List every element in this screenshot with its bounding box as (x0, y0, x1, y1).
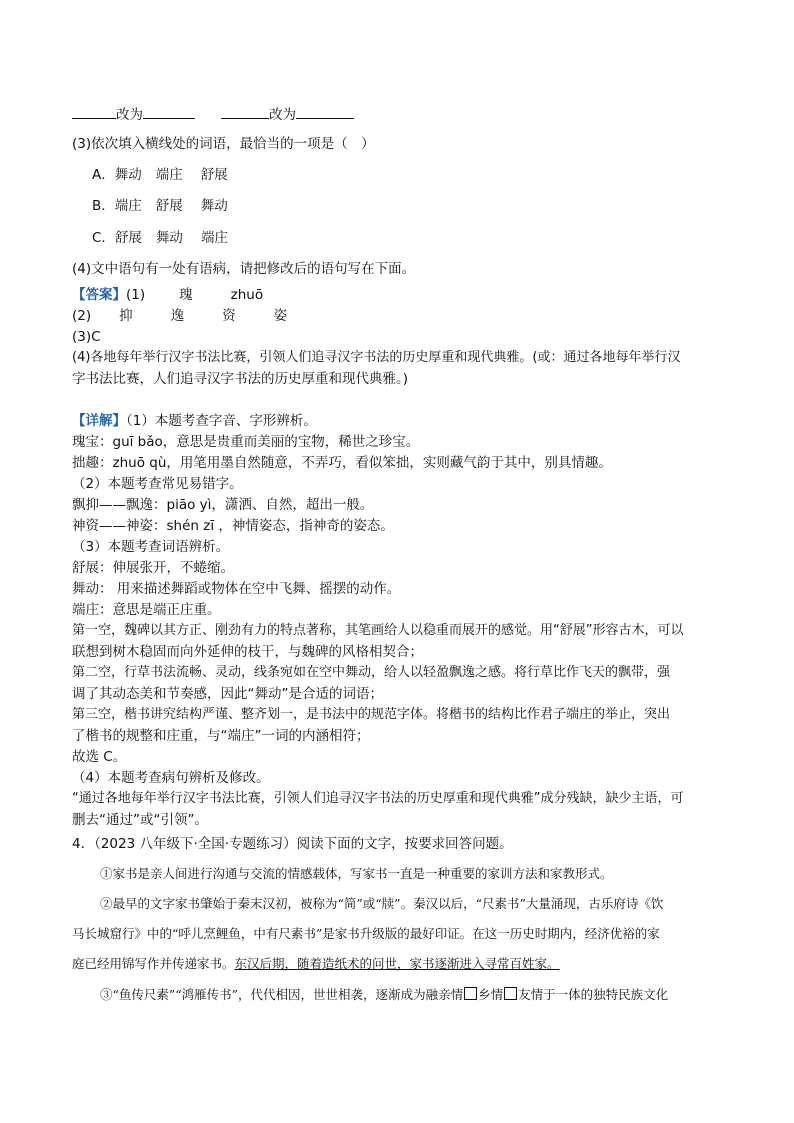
passage-text: 乡情 (478, 987, 504, 1002)
option-word: 端庄 (200, 230, 228, 246)
option-word: 舞动 (114, 167, 142, 183)
q3-option-c (92, 228, 752, 248)
detail-line: 飘抑——飘逸：piāo yì，潇洒、自然，超出一般。 (72, 497, 374, 513)
option-word: 舒展 (155, 198, 183, 214)
detail-line (72, 411, 732, 431)
passage-text: 庭已经用锦写作并传递家书。 (72, 956, 235, 971)
question-4-heading: 4．（2023 八年级下·全国·专题练习）阅读下面的文字，按要求回答问题。 (72, 836, 513, 852)
option-word: 舞动 (155, 230, 183, 246)
detail-line: 删去“通过”或“引领”。 (72, 812, 208, 828)
answer-line-1 (72, 285, 732, 305)
detail-tag: 【详解】 (72, 413, 126, 429)
passage-text: 友情于一体的独特民族文化 (518, 987, 669, 1002)
detail-line: 第二空，行草书法流畅、灵动，线条宛如在空中舞动，给人以轻盈飘逸之感。将行草比作飞天的飘带，强 (72, 665, 671, 680)
answer-line-4a: (4)各地每年举行汉字书法比赛，引领人们追寻汉字书法的历史厚重和现代典雅。(或：通过各地每年举行汉 (72, 350, 681, 365)
detail-line: 拙趣：zhuō qù，用笔用墨自然随意，不弄巧，看似笨拙，实则藏气韵于其中，别具情趣。 (72, 455, 612, 471)
option-letter: C． (92, 230, 115, 246)
answer-label: (1) (126, 287, 146, 303)
q3-stem: (3)依次填入横线处的词语，最恰当的一项是（ ） (72, 136, 375, 152)
option-word: 舒展 (114, 230, 142, 246)
answer-line-3: (3)C (72, 329, 101, 345)
detail-line: 第三空，楷书讲究结构严谨、整齐划一，是书法中的规范字体。将楷书的结构比作君子端庄的举止，突出 (72, 707, 671, 722)
answer-blank (296, 104, 354, 119)
answer-blank (72, 104, 116, 119)
q4-stem: (4)文中语句有一处有语病，请把修改后的语句写在下面。 (72, 261, 416, 277)
answer-char: 资 (222, 308, 236, 324)
detail-line: （4）本题考查病句辨析及修改。 (72, 770, 270, 786)
answer-label: (2) (72, 308, 92, 324)
option-word: 端庄 (155, 167, 183, 183)
change-to-text-2: 改为 (269, 107, 296, 123)
detail-line: 舞动： 用来描述舞蹈或物体在空中飞舞、摇摆的动作。 (72, 581, 401, 597)
passage-paragraph-3 (100, 985, 730, 1005)
passage-paragraph-2-line-1: ②最早的文字家书肇始于秦末汉初，被称为“简”或“牍”。秦汉以后，“尺素书”大量涌现，古乐府诗《饮 (100, 896, 664, 911)
passage-paragraph-2-line-2: 马长城窟行》中的“呼儿烹鲤鱼，中有尺素书”是家书升级版的最好印证。在这一历史时期内，经济优裕的家 (72, 926, 660, 941)
passage-paragraph-1: ①家书是亲人间进行沟通与交流的情感载体，写家书一直是一种重要的家训方法和家教形式。 (100, 866, 613, 881)
answer-pinyin: zhuō (230, 287, 264, 303)
detail-line: 了楷书的规整和庄重，与“端庄”一词的内涵相符； (72, 728, 370, 744)
option-word: 舞动 (200, 198, 228, 214)
detail-line: 调了其动态美和节奏感，因此“舞动”是合适的词语； (72, 686, 383, 702)
q3-option-a (92, 165, 752, 185)
detail-line: 端庄：意思是端正庄重。 (72, 602, 221, 618)
option-word: 端庄 (114, 198, 142, 214)
passage-text: ③“鱼传尺素”“鸿雁传书”，代代相因，世世相袭，逐渐成为融亲情 (100, 987, 464, 1002)
answer-char: 逸 (170, 308, 185, 324)
answer-char: 姿 (273, 308, 288, 324)
blank-fill-line (72, 104, 732, 125)
passage-paragraph-2-line-3 (72, 954, 732, 974)
detail-line: 瑰宝：guī bǎo，意思是贵重而美丽的宝物，稀世之珍宝。 (72, 434, 420, 450)
answer-blank (221, 104, 269, 119)
option-letter: A． (92, 167, 115, 183)
detail-line: 故选 C。 (72, 749, 127, 765)
punctuation-box (464, 987, 477, 1000)
answer-line-4b: 字书法比赛，人们追寻汉字书法的历史厚重和现代典雅。) (72, 371, 409, 387)
q3-option-b (92, 196, 752, 216)
detail-line: （3）本题考查词语辨析。 (72, 539, 230, 555)
detail-line: 舒展：伸展张开，不蜷缩。 (72, 560, 234, 576)
underlined-sentence: 东汉后期，随着造纸术的问世，家书逐渐进入寻常百姓家。 (234, 956, 560, 971)
punctuation-box (504, 987, 517, 1000)
answer-tag: 【答案】 (72, 287, 126, 303)
answer-line-2 (72, 306, 732, 326)
detail-line: 神资——神姿：shén zī ，神情姿态，指神奇的姿态。 (72, 518, 394, 534)
answer-char: 瑰 (179, 287, 193, 303)
detail-line: （2）本题考查常见易错字。 (72, 476, 243, 492)
detail-line: “通过各地每年举行汉字书法比赛，引领人们追寻汉字书法的历史厚重和现代典雅”成分残缺，缺少主语，可 (72, 791, 684, 806)
detail-line: 第一空，魏碑以其方正、刚劲有力的特点著称，其笔画给人以稳重而展开的感觉。用“舒展”形容古木，可以 (72, 623, 684, 638)
change-to-text-1: 改为 (116, 107, 143, 123)
option-word: 舒展 (200, 167, 228, 183)
answer-blank (143, 104, 195, 119)
answer-char: 抑 (119, 308, 133, 324)
detail-text: （1）本题考查字音、字形辨析。 (126, 413, 317, 429)
detail-line: 联想到树木稳固而向外延伸的枝干，与魏碑的风格相契合； (72, 644, 423, 660)
option-letter: B． (92, 198, 115, 214)
